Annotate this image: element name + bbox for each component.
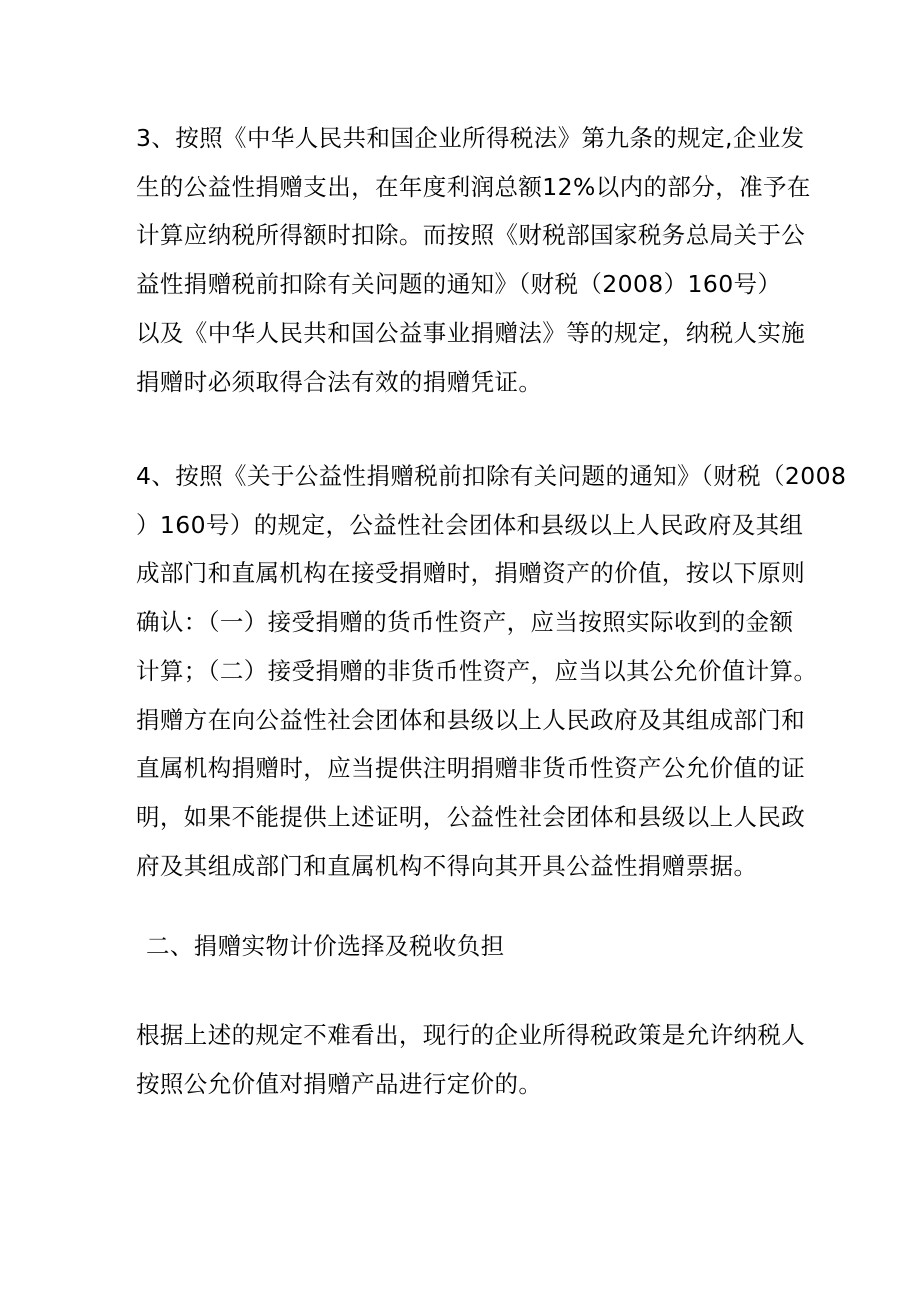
paragraph-4 xyxy=(136,452,847,890)
paragraph-3-line: 益性捐赠税前扣除有关问题的通知》（财税（2008）160号） xyxy=(136,270,782,299)
paragraph-3-line: 捐赠时必须取得合法有效的捐赠凭证。 xyxy=(136,367,543,396)
paragraph-4-line: ）160号）的规定，公益性社会团体和县级以上人民政府及其组 xyxy=(136,510,804,539)
paragraph-3-line: 计算应纳税所得额时扣除。而按照《财税部国家税务总局关于公 xyxy=(136,221,806,250)
paragraph-conclusion xyxy=(136,1011,806,1108)
section-heading: 二、捐赠实物计价选择及税收负担 xyxy=(146,932,505,960)
paragraph-4-line: 明，如果不能提供上述证明，公益性社会团体和县级以上人民政 xyxy=(136,802,806,831)
paragraph-4-line: 捐赠方在向公益性社会团体和县级以上人民政府及其组成部门和 xyxy=(136,705,806,734)
paragraph-4-line: 府及其组成部门和直属机构不得向其开具公益性捐赠票据。 xyxy=(136,851,758,880)
paragraph-4-line: 计算；（二）接受捐赠的非货币性资产，应当以其公允价值计算。 xyxy=(136,656,818,685)
paragraph-4-line: 4、按照《关于公益性捐赠税前扣除有关问题的通知》（财税（2008 xyxy=(136,462,847,490)
paragraph-3-line: 生的公益性捐赠支出，在年度利润总额12%以内的部分，准予在 xyxy=(136,172,811,201)
paragraph-3-line: 3、按照《中华人民共和国企业所得税法》第九条的规定,企业发 xyxy=(136,124,805,152)
paragraph-4-line: 确认：（一）接受捐赠的货币性资产，应当按照实际收到的金额 xyxy=(136,608,794,637)
paragraph-conclusion-line: 按照公允价值对捐赠产品进行定价的。 xyxy=(136,1069,543,1098)
paragraph-conclusion-line: 根据上述的规定不难看出，现行的企业所得税政策是允许纳税人 xyxy=(136,1021,806,1049)
paragraph-4-line: 成部门和直属机构在接受捐赠时，捐赠资产的价值，按以下原则 xyxy=(136,559,806,588)
paragraph-3 xyxy=(136,114,811,406)
paragraph-4-line: 直属机构捐赠时，应当提供注明捐赠非货币性资产公允价值的证 xyxy=(136,754,806,783)
paragraph-3-line: 以及《中华人民共和国公益事业捐赠法》等的规定，纳税人实施 xyxy=(136,318,806,347)
